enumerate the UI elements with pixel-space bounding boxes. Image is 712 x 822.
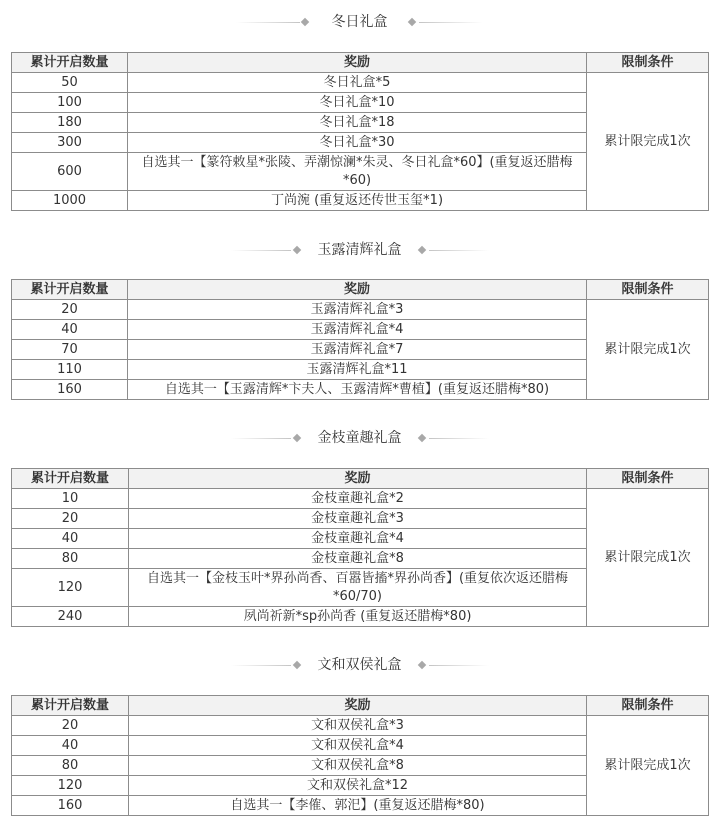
section-title: 文和双侯礼盒 [317, 657, 402, 673]
reward-cell: 文和双侯礼盒*8 [129, 756, 587, 776]
reward-cell: 文和双侯礼盒*12 [129, 776, 587, 796]
reward-cell: 金枝童趣礼盒*2 [129, 489, 587, 509]
header-reward: 奖励 [128, 280, 587, 300]
header-reward: 奖励 [129, 469, 587, 489]
count-cell: 120 [12, 569, 129, 607]
header-count: 累计开启数量 [12, 280, 128, 300]
reward-cell: 自选其一【李傕、郭汜】(重复返还腊梅*80) [129, 796, 587, 816]
reward-cell: 冬日礼盒*18 [128, 113, 587, 133]
reward-cell: 玉露清辉礼盒*4 [128, 320, 587, 340]
count-cell: 600 [12, 153, 128, 191]
count-cell: 110 [12, 360, 128, 380]
count-cell: 20 [12, 509, 129, 529]
reward-table [11, 468, 709, 627]
table-row [12, 73, 709, 93]
count-cell: 1000 [12, 191, 128, 211]
header-count: 累计开启数量 [12, 469, 129, 489]
reward-cell: 自选其一【篆符敕星*张陵、弄潮惊澜*朱灵、冬日礼盒*60】(重复返还腊梅*60) [128, 153, 587, 191]
section-title-row [11, 240, 708, 260]
reward-cell: 自选其一【玉露清辉*卞夫人、玉露清辉*曹植】(重复返还腊梅*80) [128, 380, 587, 400]
section-title: 金枝童趣礼盒 [317, 430, 402, 446]
count-cell: 180 [12, 113, 128, 133]
reward-cell: 冬日礼盒*10 [128, 93, 587, 113]
count-cell: 10 [12, 489, 129, 509]
count-cell: 160 [12, 796, 129, 816]
reward-table [11, 695, 709, 816]
condition-cell: 累计限完成1次 [587, 716, 709, 816]
header-reward: 奖励 [128, 53, 587, 73]
table-row [12, 489, 709, 509]
reward-cell: 玉露清辉礼盒*11 [128, 360, 587, 380]
count-cell: 80 [12, 756, 129, 776]
reward-cell: 夙尚祈新*sp孙尚香 (重复返还腊梅*80) [129, 607, 587, 627]
count-cell: 120 [12, 776, 129, 796]
count-cell: 40 [12, 736, 129, 756]
count-cell: 300 [12, 133, 128, 153]
reward-table [11, 52, 709, 211]
table-header-row [12, 280, 709, 300]
header-count: 累计开启数量 [12, 53, 128, 73]
reward-cell: 金枝童趣礼盒*4 [129, 529, 587, 549]
table-row [12, 300, 709, 320]
table-header-row [12, 696, 709, 716]
section-title: 玉露清辉礼盒 [317, 242, 402, 258]
count-cell: 20 [12, 716, 129, 736]
count-cell: 160 [12, 380, 128, 400]
count-cell: 50 [12, 73, 128, 93]
table-header-row [12, 469, 709, 489]
header-condition: 限制条件 [587, 469, 709, 489]
header-condition: 限制条件 [587, 280, 709, 300]
reward-cell: 金枝童趣礼盒*8 [129, 549, 587, 569]
table-row [12, 716, 709, 736]
reward-table [11, 279, 709, 400]
table-header-row [12, 53, 709, 73]
header-condition: 限制条件 [587, 53, 709, 73]
condition-cell: 累计限完成1次 [587, 73, 709, 211]
section-title-row [11, 12, 708, 32]
reward-cell: 玉露清辉礼盒*7 [128, 340, 587, 360]
count-cell: 40 [12, 320, 128, 340]
section-title-row [11, 655, 708, 675]
count-cell: 240 [12, 607, 129, 627]
reward-cell: 金枝童趣礼盒*3 [129, 509, 587, 529]
count-cell: 100 [12, 93, 128, 113]
count-cell: 70 [12, 340, 128, 360]
reward-cell: 丁尚涴 (重复返还传世玉玺*1) [128, 191, 587, 211]
reward-cell: 玉露清辉礼盒*3 [128, 300, 587, 320]
condition-cell: 累计限完成1次 [587, 300, 709, 400]
reward-cell: 文和双侯礼盒*3 [129, 716, 587, 736]
section-title: 冬日礼盒 [331, 14, 388, 30]
count-cell: 40 [12, 529, 129, 549]
condition-cell: 累计限完成1次 [587, 489, 709, 627]
reward-cell: 文和双侯礼盒*4 [129, 736, 587, 756]
header-reward: 奖励 [129, 696, 587, 716]
reward-cell: 自选其一【金枝玉叶*界孙尚香、百嚣皆搐*界孙尚香】(重复依次返还腊梅*60/70) [129, 569, 587, 607]
reward-cell: 冬日礼盒*30 [128, 133, 587, 153]
header-condition: 限制条件 [587, 696, 709, 716]
reward-cell: 冬日礼盒*5 [128, 73, 587, 93]
count-cell: 80 [12, 549, 129, 569]
count-cell: 20 [12, 300, 128, 320]
section-title-row [11, 428, 708, 448]
header-count: 累计开启数量 [12, 696, 129, 716]
